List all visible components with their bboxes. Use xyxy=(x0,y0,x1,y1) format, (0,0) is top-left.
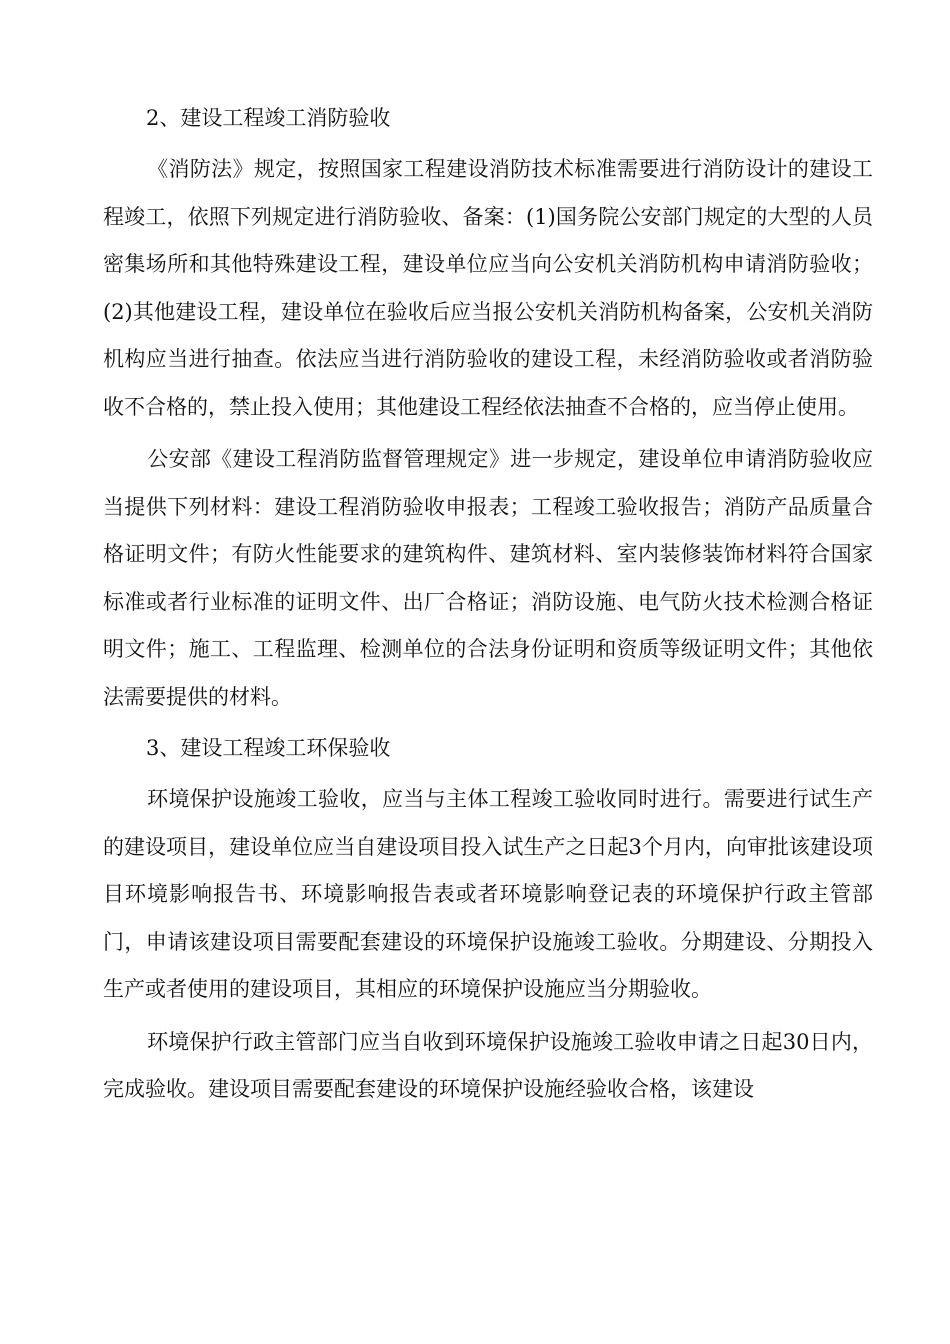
document-body xyxy=(103,96,873,1119)
section-heading-fire-acceptance: 2、建设工程竣工消防验收 xyxy=(146,106,391,130)
paragraph-fire-materials: 公安部《建设工程消防监督管理规定》进一步规定，建设单位申请消防验收应当提供下列材料：建设工程消防验收申报表；工程竣工验收报告；消防产品质量合格证明文件；有防火性能要求的建筑构件、建筑材料、室内装修装饰材料符合国家标准或者行业标准的证明文件、出厂合格证；消防设施、电气防火技术检测合格证明文件；施工、工程监理、检测单位的合法身份证明和资质等级证明文件；其他依法需要提供的材料。 xyxy=(103,447,873,709)
paragraph-fire-law: 《消防法》规定，按照国家工程建设消防技术标准需要进行消防设计的建设工程竣工，依照下列规定进行消防验收、备案：(1)国务院公安部门规定的大型的人员密集场所和其他特殊建设工程，建设单位应当向公安机关消防机构申请消防验收；(2)其他建设工程，建设单位在验收后应当报公安机关消防机构备案，公安机关消防机构应当进行抽查。依法应当进行消防验收的建设工程，未经消防验收或者消防验收不合格的，禁止投入使用；其他建设工程经依法抽查不合格的，应当停止使用。 xyxy=(103,157,873,419)
section-heading-environmental-acceptance: 3、建设工程竣工环保验收 xyxy=(146,736,391,760)
paragraph-environmental-review: 环境保护行政主管部门应当自收到环境保护设施竣工验收申请之日起30日内，完成验收。建设项目需要配套建设的环境保护设施经验收合格，该建设 xyxy=(103,1029,873,1101)
paragraph-environmental-timing: 环境保护设施竣工验收，应当与主体工程竣工验收同时进行。需要进行试生产的建设项目，建设单位应当自建设项目投入试生产之日起3个月内，向审批该建设项目环境影响报告书、环境影响报告表或者环境影响登记表的环境保护行政主管部门，申请该建设项目需要配套建设的环境保护设施竣工验收。分期建设、分期投入生产或者使用的建设项目，其相应的环境保护设施应当分期验收。 xyxy=(103,787,873,1001)
